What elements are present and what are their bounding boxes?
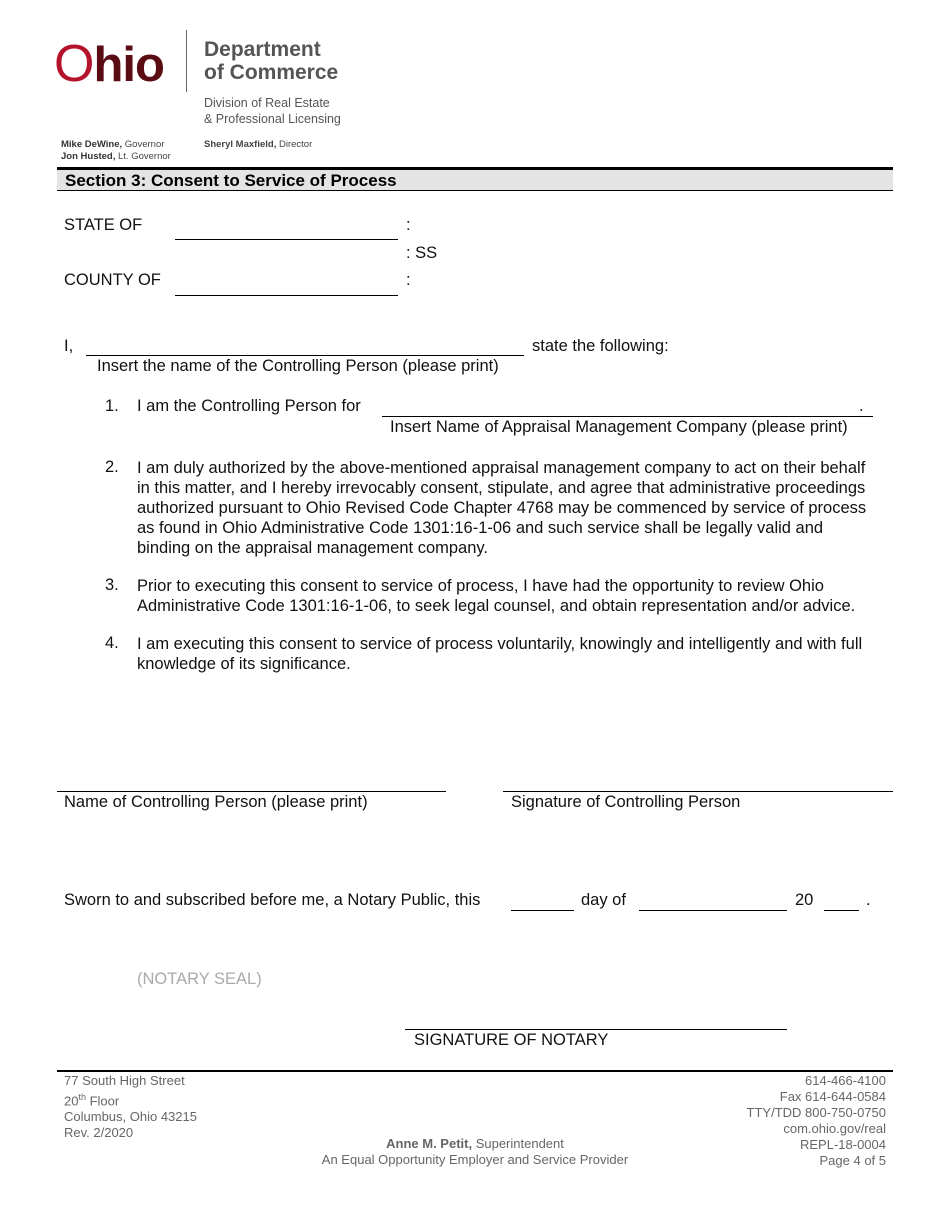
item-3-text: Prior to executing this consent to service of process, I have had the opportunity to review Ohio Administrative Code 1301:16-1-06, to seek legal counsel, and obtain representation and/or advice. [137, 577, 856, 615]
colon: : [406, 271, 411, 289]
item-number: 4. [105, 634, 119, 652]
header-divider [186, 30, 187, 92]
governor-block: Mike DeWine, Governor Jon Husted, Lt. Governor [61, 139, 171, 162]
intro-suffix: state the following: [532, 337, 669, 355]
notary-seal-placeholder: (NOTARY SEAL) [137, 970, 262, 988]
item-2-text: I am duly authorized by the above-mentioned appraisal management company to act on their behalf in this matter, and I hereby irrevocably consent, stipulate, and agree that administrative proceedings authorized pursuant to Ohio Revised Code Chapter 4768 may be commenced by service of process as found in Ohio Administrative Code 1301:16-1-06 and such service shall be legally valid and binding on the appraisal management company. [137, 459, 867, 557]
section-title: Section 3: Consent to Service of Process [65, 171, 397, 190]
state-of-label: STATE OF [64, 216, 143, 234]
ss-label: : SS [406, 244, 438, 262]
signature-label: Signature of Controlling Person [511, 793, 741, 811]
footer-divider [57, 1070, 893, 1072]
footer-address: 77 South High Street 20th Floor Columbus, Ohio 43215 Rev. 2/2020 [64, 1073, 197, 1141]
notary-signature-label: SIGNATURE OF NOTARY [414, 1031, 609, 1049]
item-1-text: I am the Controlling Person for [137, 397, 361, 415]
footer-contact: 614-466-4100 Fax 614-644-0584 TTY/TDD 800-750-0750 com.ohio.gov/real REPL-18-0004 Page 4 of 5 [746, 1073, 886, 1168]
item-number: 3. [105, 576, 119, 594]
sworn-text: Sworn to and subscribed before me, a Notary Public, this [64, 891, 481, 909]
company-name-field[interactable] [382, 416, 873, 417]
notary-period: . [866, 891, 871, 909]
intro-prefix: I, [64, 337, 74, 355]
year-prefix: 20 [795, 891, 814, 909]
notary-signature-field[interactable] [405, 1029, 787, 1030]
director-block: Sheryl Maxfield, Director [204, 139, 313, 150]
item-1-period: . [859, 397, 864, 415]
name-print-label: Name of Controlling Person (please print) [64, 793, 368, 811]
controlling-person-caption: Insert the name of the Controlling Person (please print) [97, 357, 499, 375]
item-number: 2. [105, 458, 119, 476]
company-name-caption: Insert Name of Appraisal Management Company (please print) [390, 418, 848, 436]
logo-o-letter: O [54, 35, 94, 93]
controlling-person-print-field[interactable] [57, 791, 446, 792]
website-link[interactable]: com.ohio.gov/real [783, 1121, 886, 1136]
notary-month-field[interactable] [639, 910, 787, 911]
day-of-label: day of [581, 891, 626, 909]
page-number: Page 4 of 5 [819, 1153, 886, 1168]
section-header-bar [57, 167, 893, 191]
county-of-label: COUNTY OF [64, 271, 161, 289]
county-of-field[interactable] [175, 295, 398, 296]
footer-center: Anne M. Petit, Superintendent An Equal Opportunity Employer and Service Provider [321, 1136, 629, 1167]
notary-year-field[interactable] [824, 910, 859, 911]
logo-hio-letters: hio [93, 38, 164, 92]
division-name: Division of Real Estate & Professional Licensing [204, 96, 341, 126]
item-number: 1. [105, 397, 119, 415]
controlling-person-name-field[interactable] [86, 355, 524, 356]
notary-day-field[interactable] [511, 910, 574, 911]
department-name: Department of Commerce [204, 38, 339, 84]
colon: : [406, 216, 411, 234]
state-of-field[interactable] [175, 239, 398, 240]
ohio-logo [54, 34, 164, 94]
item-4-text: I am executing this consent to service of process voluntarily, knowingly and intelligently and with full knowledge of its significance. [137, 635, 863, 673]
controlling-person-signature-field[interactable] [503, 791, 893, 792]
